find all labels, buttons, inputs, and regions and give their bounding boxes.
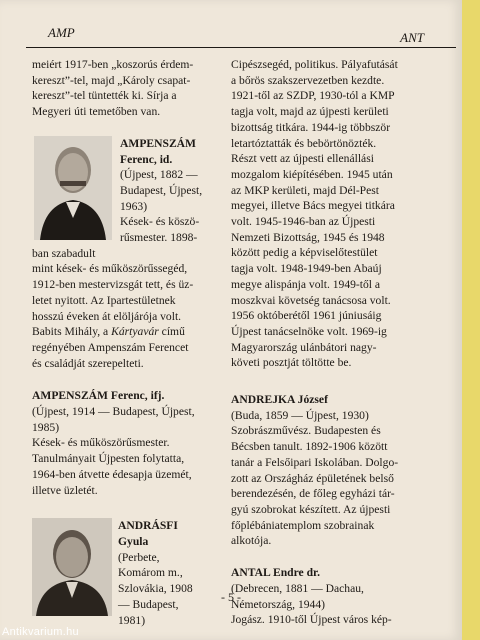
text-line: alkotója.: [231, 534, 272, 548]
portrait-photo-icon: [34, 136, 112, 240]
text-line: megye alispánja volt. 1949-től a: [231, 277, 381, 291]
text-line: Bécsben tanult. 1892-1906 között: [231, 440, 388, 454]
text-line: 1981): [118, 613, 146, 627]
text-line: Jogász. 1910-től Újpest város kép-: [231, 613, 392, 627]
text-line: letet nyitott. Az Ipartestületnek: [32, 293, 176, 307]
text-line: 1964-ben átvette édesapja üzemét,: [32, 467, 192, 481]
text-line: (Újpest, 1882 —: [120, 168, 198, 182]
text-line: — Budapest,: [118, 597, 179, 611]
text-line: illetve üzletét.: [32, 483, 98, 497]
watermark-logo: Antikvarium.hu: [2, 626, 79, 638]
text-line: Megyeri úti temetőben van.: [32, 105, 161, 119]
text-line: Szobrászművész. Budapesten és: [231, 424, 381, 438]
entry-name: AMPENSZÁM: [120, 136, 196, 150]
text-line: mozgalom kiépítésében. 1945 után: [231, 167, 393, 181]
text-line: hosszú éveken át elöljárója volt.: [32, 309, 182, 323]
entry-name: ANTAL Endre dr.: [231, 566, 321, 580]
page-number: - 5 -: [221, 590, 241, 604]
text-line: (Buda, 1859 — Újpest, 1930): [231, 408, 369, 422]
text-line: követi posztját töltötte be.: [231, 356, 352, 370]
text-line: tagja volt, majd az újpesti kerületi: [231, 105, 389, 119]
entry-name-given: Gyula: [118, 534, 149, 548]
entry-andrasfi: [32, 518, 222, 628]
text-line: Kések- és köszö-: [120, 215, 200, 229]
entry-name: AMPENSZÁM Ferenc, ifj.: [32, 389, 165, 403]
text-line: meiért 1917-ben „koszorús érdem-: [32, 58, 194, 71]
text-line: 1963): [120, 199, 148, 213]
text-line: volt. 1945-1946-ban az Újpesti: [231, 215, 376, 229]
text-line: és családját szerepelteti.: [32, 356, 144, 370]
text-line: Babits Mihály, a Kártyavár című: [32, 325, 185, 339]
text-line: Cipészsegéd, politikus. Pályafutását: [231, 58, 398, 71]
text-line: rűsmester. 1898-: [120, 231, 198, 245]
portrait-ampenszam-id: [34, 136, 116, 240]
text-line: tanár a Felsőipari Iskolában. Dolgo-: [231, 455, 399, 469]
text-line: gyú szobrokat készített. Az újpesti: [231, 502, 391, 516]
text-line: mint kések- és műköszörűssegéd,: [32, 262, 188, 276]
text-line: ban szabadult: [32, 246, 96, 260]
entry-ampenszam-ifj: [32, 388, 222, 498]
text-line: Komárom m.,: [118, 566, 183, 580]
text-line: 1912-ben mestervizsgát tett, és üz-: [32, 278, 194, 292]
header-rule: [26, 47, 456, 48]
text-line: Nemzeti Bizottság, 1945 és 1948: [231, 230, 385, 244]
intro-paragraph: [32, 57, 222, 120]
text-line: (Újpest, 1914 — Budapest, Újpest,: [32, 405, 195, 419]
text-line: berendezésén, de főleg egyházi tár-: [231, 487, 395, 501]
running-header-right: ANT: [400, 30, 424, 45]
text-line: 1921-től az SZDP, 1930-tól a KMP: [231, 89, 395, 103]
text-line: kereszt”-tel tüntették ki. Sírja a: [32, 89, 177, 103]
text-line: bizottság titkára. 1944-ig többször: [231, 120, 391, 134]
text-line: 1956 októberétől 1961 júniusáig: [231, 309, 382, 323]
text-line: (Perbete,: [118, 550, 160, 564]
text-line: letartóztatták és bebörtönözték.: [231, 136, 377, 150]
text-line: főplébániatemplom szobrainak: [231, 518, 375, 532]
text-line: tagja volt. 1948-1949-ben Abaúj: [231, 262, 382, 276]
text-line: Tanulmányait Újpesten folytatta,: [32, 452, 185, 466]
text-line: Németország, 1944): [231, 597, 326, 611]
text-line: Kések- és műköszörűsmester.: [32, 436, 170, 450]
text-line: a bőrös szakszervezetben kezdte.: [231, 73, 385, 87]
entry-name: ANDRÁSFI: [118, 519, 178, 533]
entry-andrejka: [231, 392, 441, 549]
text-line: regényében Ampenszám Ferencet: [32, 340, 189, 354]
running-header-left: AMP: [48, 25, 75, 40]
right-column: [231, 57, 441, 628]
text-line: (Debrecen, 1881 — Dachau,: [231, 581, 364, 595]
text-line: zott az Országház épületének belső: [231, 471, 394, 485]
text-line: megyei, illetve Bács megyei titkára: [231, 199, 395, 213]
text-line: az MKP kerületi, majd Dél-Pest: [231, 183, 380, 197]
text-line: kereszt”-tel, majd „Károly csapat-: [32, 73, 191, 87]
text-line: Részt vett az újpesti ellenállási: [231, 152, 374, 166]
entry-name: ANDREJKA József: [231, 393, 328, 407]
entry-name-given: Ferenc, id.: [120, 152, 173, 166]
text-line: Újpest tanácselnöke volt. 1969-ig: [231, 324, 387, 338]
entry-ampenszam-id: [32, 136, 222, 372]
entry-continuation: [231, 57, 441, 371]
text-line: 1985): [32, 420, 60, 434]
text-line: Szlovákia, 1908: [118, 582, 193, 596]
left-column: [32, 57, 222, 628]
text-line: között pedig a képviselőtestület: [231, 246, 378, 260]
text-line: moszkvai követség tanácsosa volt.: [231, 293, 391, 307]
book-title: Kártyavár: [111, 325, 159, 339]
text-line: Magyarország ulánbátori nagy-: [231, 340, 377, 354]
text-line: Budapest, Újpest,: [120, 183, 203, 197]
